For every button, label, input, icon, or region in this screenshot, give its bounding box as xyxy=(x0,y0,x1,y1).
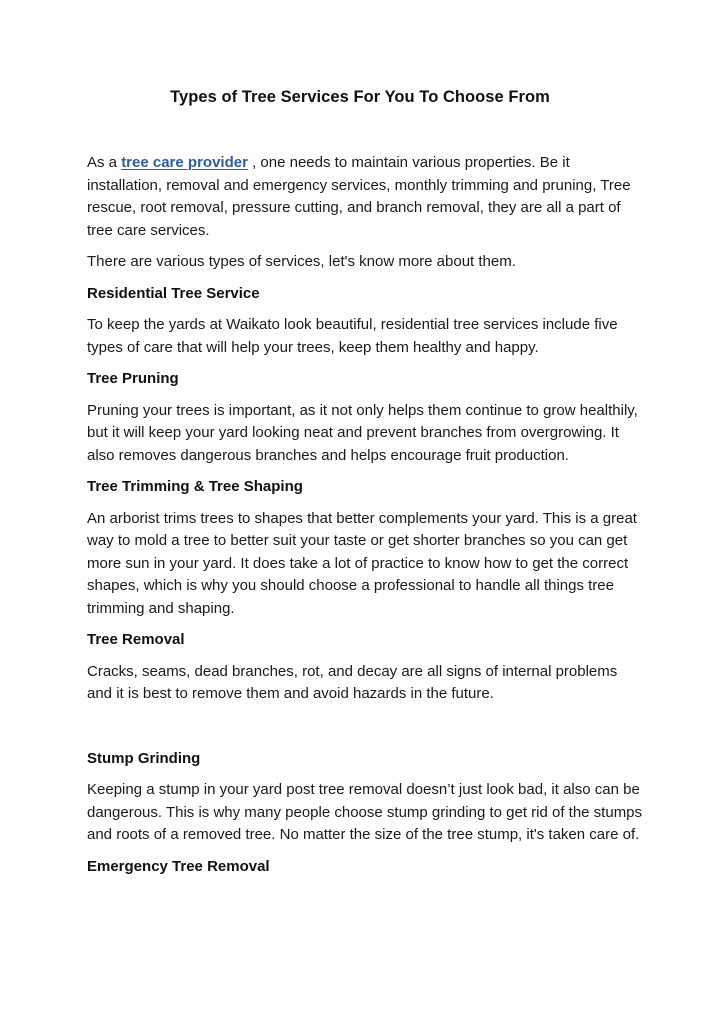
section-heading-residential: Residential Tree Service xyxy=(87,284,260,302)
tree-care-provider-link[interactable]: tree care provider xyxy=(121,154,248,171)
section-body-stump: Keeping a stump in your yard post tree removal doesn’t just look bad, it also can be dangerous. This is why many people choose stump grinding to get rid of the stumps and roots of a removed tree. No matter the size of the tree stump, it's taken care of. xyxy=(87,781,643,843)
section-body-trimming: An arborist trims trees to shapes that better complements your yard. This is a great way to mold a tree to better suit your taste or get shorter branches so you can get more sun in your yard. It does take a lot of practice to know how to get the correct shapes, which is why you should choose a professional to handle all things tree trimming and shaping. xyxy=(87,509,637,617)
document-body xyxy=(87,152,643,887)
section-heading-pruning: Tree Pruning xyxy=(87,370,179,387)
section-body-pruning: Pruning your trees is important, as it not only helps them continue to grow healthily, but it will keep your yard looking neat and prevent branches from overgrowing. It also removes dangerous branches and helps encourage fruit production. xyxy=(87,401,638,464)
section-heading-emergency: Emergency Tree Removal xyxy=(87,857,270,875)
intro-suffix: , one needs to maintain various properties. Be it installation, removal and emergency services, monthly trimming and pruning, Tree rescue, root removal, pressure cutting, and branch removal, they are all a part of tree care services. xyxy=(87,154,631,239)
section-heading-trimming: Tree Trimming & Tree Shaping xyxy=(87,478,303,495)
section-heading-stump: Stump Grinding xyxy=(87,749,201,767)
document-title: Types of Tree Services For You To Choose From xyxy=(170,88,550,106)
intro-prefix: As a xyxy=(87,154,122,171)
blank-line xyxy=(87,715,643,748)
section-heading-removal: Tree Removal xyxy=(87,631,185,648)
section-body-removal: Cracks, seams, dead branches, rot, and decay are all signs of internal problems and it is best to remove them and avoid hazards in the future. xyxy=(87,662,618,702)
section-body-residential: To keep the yards at Waikato look beautiful, residential tree services include five types of care that will help your trees, keep them healthy and happy. xyxy=(87,316,618,356)
intro-paragraph xyxy=(87,152,643,242)
intro-second-paragraph: There are various types of services, let's know more about them. xyxy=(87,253,516,270)
